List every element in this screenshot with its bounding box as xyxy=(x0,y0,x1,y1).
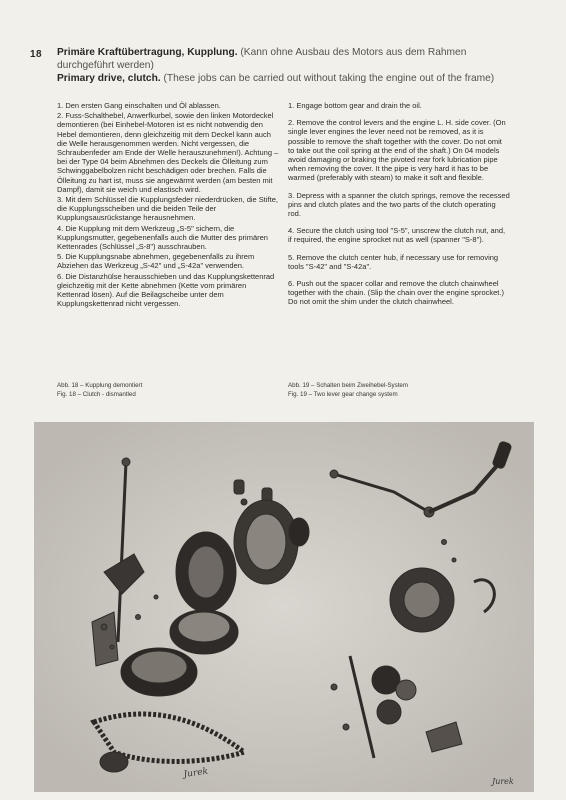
photo-signature-left: Jurek xyxy=(183,766,209,780)
figure-18-caption xyxy=(57,381,142,399)
german-step-4: 4. Die Kupplung mit dem Werkzeug „S-5" sichern, die Kupplungsmutter, gegebenenfalls auch die Mutter des primären Kettenrades (Schlüssel „S-8") ausschrauben. xyxy=(57,223,268,252)
english-column xyxy=(288,101,510,315)
english-step-2: 2. Remove the control levers and the engine L. H. side cover. (On single lever engines the lever need not be removed, as it is possible to remove the shaft together with the cover. Do not omit to take out the coil spring at the end of the shaft.) On 04 models avoid damaging or braking the pivoted rear fork lubrication pipe when removing the cover. It the pipe is very hard it has to be warmed (preferably with steam) to make it soft and flexible. xyxy=(288,118,506,183)
photo-signature-right: Jurek xyxy=(492,777,514,786)
german-step-2: 2. Fuss-Schalthebel, Anwerfkurbel, sowie den linken Motordeckel demontieren (bei Einhebel-Motoren ist es nicht notwendig den Hebel demontieren, denn gleichzeitig mit dem Deckel kann auch die Welle herausgenommen werden. Nicht vergessen, die Schraubenfeder am Ende der Welle herauszunehmen!). Achtung – bei der Type 04 beim Abnehmen des Deckels die Ölleitung zum Schwinggabelbolzen nicht beschädigen oder brechen. Falls die Ölleitung zu hart ist, muss sie angewärmt werden (am besten mit Dampf), damit sie weich und elastisch wird. xyxy=(57,111,279,194)
header-english xyxy=(57,73,517,86)
header-german xyxy=(57,47,517,72)
german-step-1: 1. Den ersten Gang einschalten und Öl ablassen. xyxy=(57,101,221,110)
figure-19-caption-english: Fig. 19 – Two lever gear change system xyxy=(288,391,398,398)
german-step-5: 5. Die Kupplungsnabe abnehmen, gegebenenfalls zu ihrem Abziehen das Werkzeug „S-42" und „S-42a" verwenden. xyxy=(57,252,255,271)
figure-18-caption-german: Abb. 18 – Kupplung demontiert xyxy=(57,382,143,389)
header-english-note: (These jobs can be carried out without taking the engine out of the frame) xyxy=(163,73,495,84)
figure-19-caption xyxy=(288,381,408,399)
figure-19-caption-german: Abb. 19 – Schalten beim Zweihebel-System xyxy=(288,382,409,389)
figure-18-caption-english: Fig. 18 – Clutch - dismantled xyxy=(57,391,136,398)
english-step-6: 6. Push out the spacer collar and remove the clutch chainwheel together with the chain. (Slip the chain over the engine sprocket.) Do not omit the shim under the clutch chainwheel. xyxy=(288,279,504,307)
parts-illustration xyxy=(34,422,534,792)
header-english-title: Primary drive, clutch. xyxy=(57,73,161,84)
header-german-note: (Kann ohne Ausbau des Motors aus dem Rahmen durchgeführt werden) xyxy=(57,47,467,71)
section-header xyxy=(57,47,517,86)
english-step-1: 1. Engage bottom gear and drain the oil. xyxy=(288,101,422,110)
german-column xyxy=(57,101,280,309)
header-german-title: Primäre Kraftübertragung, Kupplung. xyxy=(57,47,238,58)
english-step-4: 4. Secure the clutch using tool "S-5", unscrew the clutch nut, and, if required, the engine sprocket nut as well (spanner "S-8"). xyxy=(288,226,506,245)
page-number: 18 xyxy=(30,49,43,60)
exploded-parts-photo xyxy=(34,422,534,792)
english-step-5: 5. Remove the clutch center hub, if necessary use for removing tools "S-42" and "S-42a". xyxy=(288,252,499,271)
german-step-3: 3. Mit dem Schlüssel die Kupplungsfeder niederdrücken, die Stifte, die Kupplungsscheiben und die beiden Teile der Kupplungsausrückstange herausnehmen. xyxy=(57,195,278,223)
english-step-3: 3. Depress with a spanner the clutch springs, remove the recessed pins and clutch plates and the two parts of the clutch operating rod. xyxy=(288,190,510,219)
german-step-6: 6. Die Distanzhülse herausschieben und das Kupplungskettenrad gleichzeitig mit der Kette abnehmen (Kette vom primären Kettenrad lösen). Auf die Beilagscheibe unter dem Kupplungskettenrad nicht vergessen. xyxy=(57,271,275,309)
